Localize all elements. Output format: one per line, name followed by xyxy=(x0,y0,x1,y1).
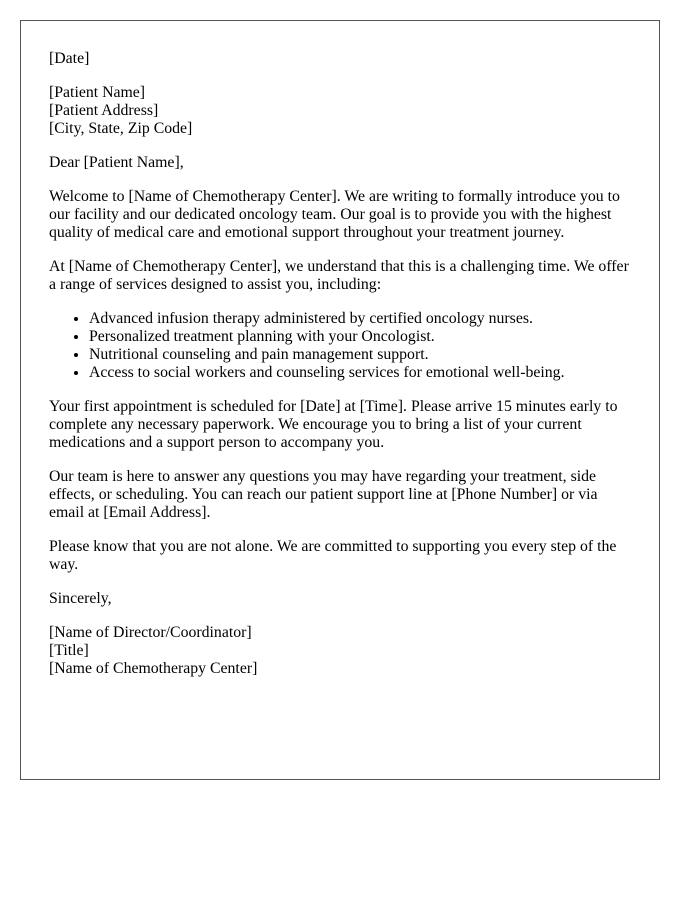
signature-title: [Title] xyxy=(49,642,89,659)
recipient-address: [Patient Address] xyxy=(49,102,159,119)
letter xyxy=(20,20,660,780)
appointment-paragraph: Your first appointment is scheduled for [Date] at [Time]. Please arrive 15 minutes early to complete any necessary paperwork. We encourage you to bring a list of your current medications and a support person to accompany you. xyxy=(49,398,618,451)
services-list-item: • Nutritional counseling and pain management support. xyxy=(89,346,631,364)
letter-date xyxy=(49,50,631,68)
signature-organization: [Name of Chemotherapy Center] xyxy=(49,660,258,677)
services-list-item: • Advanced infusion therapy administered by certified oncology nurses. xyxy=(89,310,631,328)
contact-paragraph: Our team is here to answer any questions you may have regarding your treatment, side effects, or scheduling. You can reach our patient support line at [Phone Number] or via email at [Email Address]. xyxy=(49,468,598,521)
recipient-city-state-zip: [City, State, Zip Code] xyxy=(49,120,193,137)
support-paragraph: Please know that you are not alone. We are committed to supporting you every step of the way. xyxy=(49,538,617,573)
signature-block xyxy=(49,624,631,678)
services-intro-paragraph: At [Name of Chemotherapy Center], we understand that this is a challenging time. We offer a range of services designed to assist you, including: xyxy=(49,258,629,293)
services-list xyxy=(49,310,631,382)
signature-name: [Name of Director/Coordinator] xyxy=(49,624,252,641)
services-list-item: • Personalized treatment planning with your Oncologist. xyxy=(89,328,631,346)
services-list-item: • Access to social workers and counseling services for emotional well-being. xyxy=(89,364,631,382)
date-line: [Date] xyxy=(49,50,90,67)
recipient-address-block xyxy=(49,84,631,138)
recipient-name: [Patient Name] xyxy=(49,84,146,101)
intro-paragraph: Welcome to [Name of Chemotherapy Center]. We are writing to formally introduce you to our facility and our dedicated oncology team. Our goal is to provide you with the highest quality of medical care and emotional support throughout your treatment journey. xyxy=(49,188,620,241)
closing: Sincerely, xyxy=(49,590,112,607)
salutation: Dear [Patient Name], xyxy=(49,154,184,171)
